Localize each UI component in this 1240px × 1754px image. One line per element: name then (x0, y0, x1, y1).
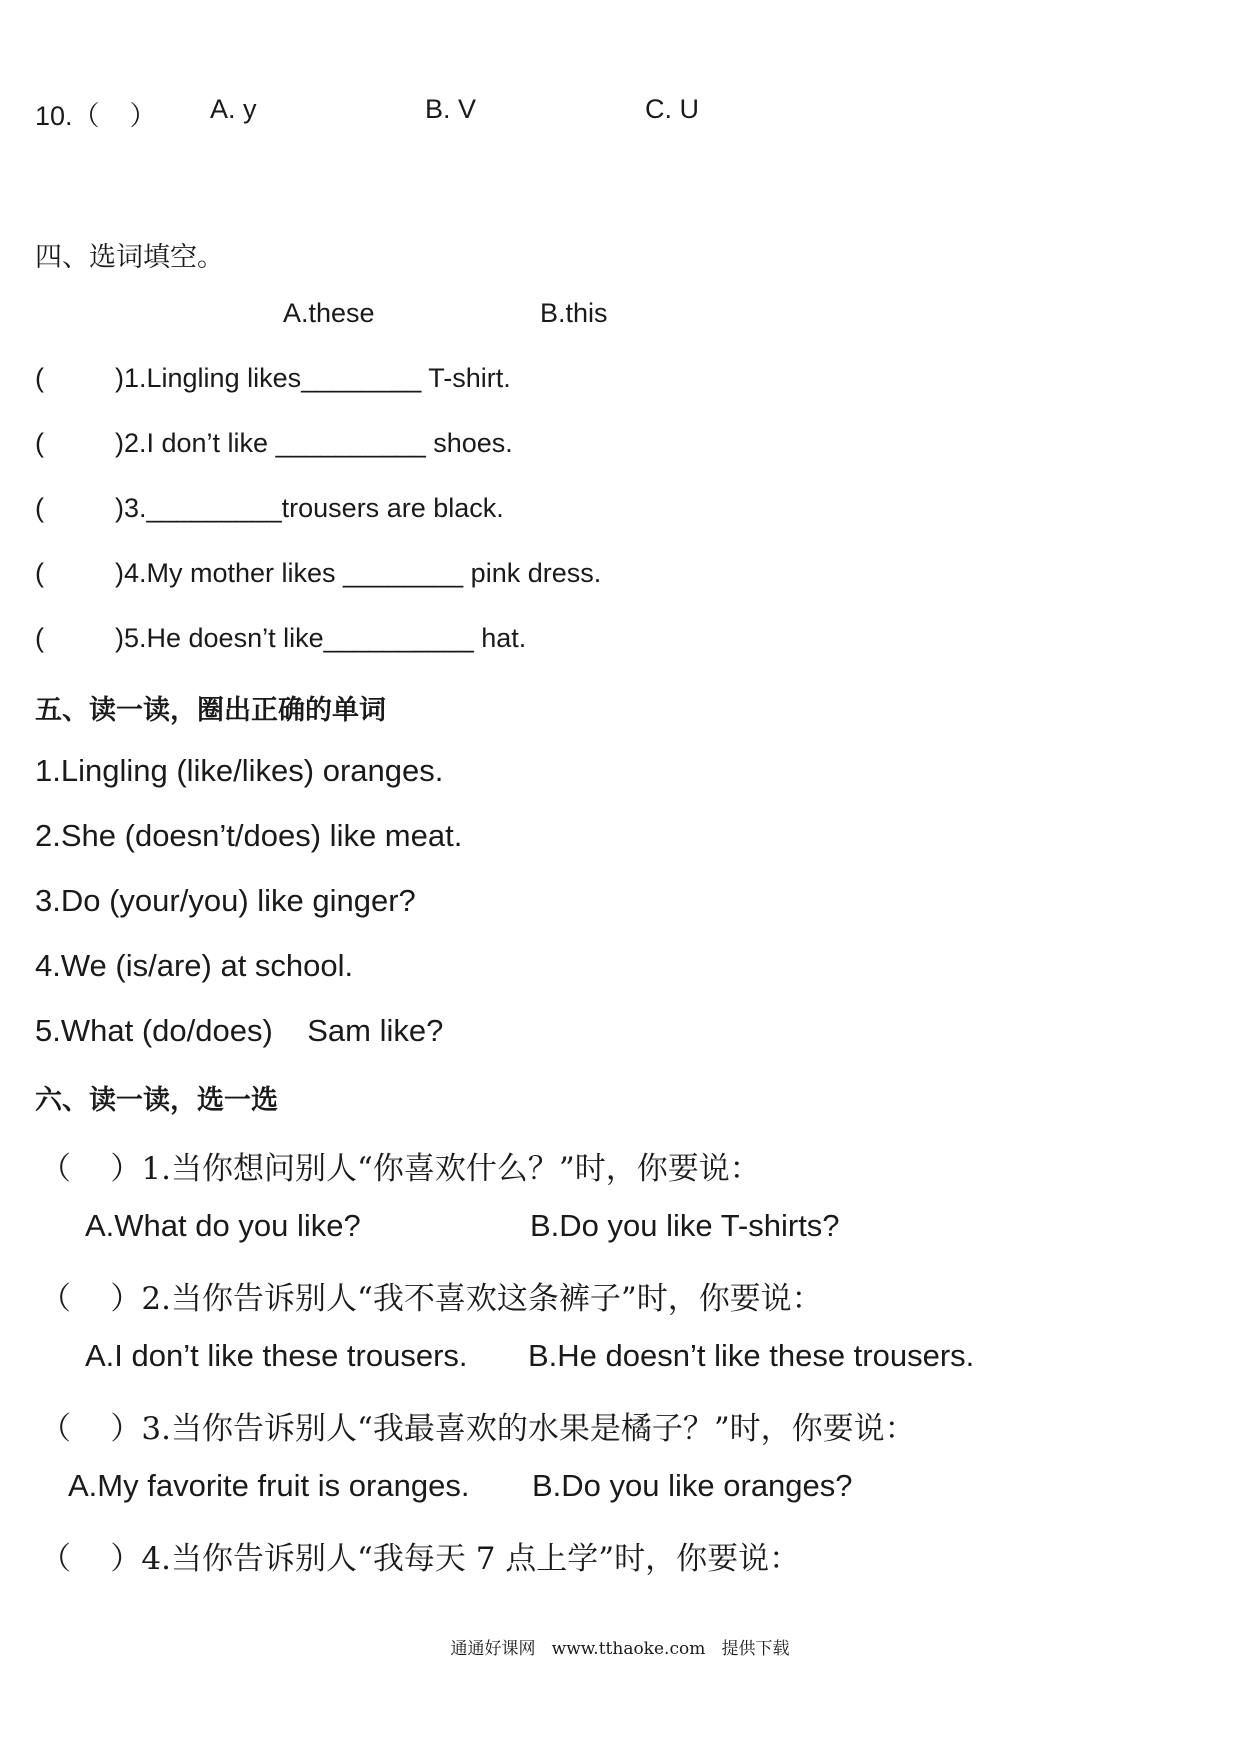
section-5-title: 五、读一读，圈出正确的单词 (35, 695, 386, 726)
item-text: )3._________trousers are black. (115, 493, 504, 523)
section-6-question-1: （ ）1.当你想问别人“你喜欢什么？”时，你要说： (40, 1151, 761, 1187)
answer-paren: ( (35, 558, 44, 588)
section-5-item-1: 1.Lingling (like/likes) oranges. (35, 753, 444, 788)
question-10-option-a: A. y (210, 94, 257, 124)
question-10-option-c: C. U (645, 94, 699, 124)
item-text: )5.He doesn’t like__________ hat. (115, 623, 527, 653)
item-text: )1.Lingling likes________ T-shirt. (115, 363, 511, 393)
answer-paren: ( (35, 623, 44, 653)
section-5-item-3: 3.Do (your/you) like ginger? (35, 883, 416, 918)
section-4-option-b: B.this (540, 298, 608, 328)
item-text: )4.My mother likes ________ pink dress. (115, 558, 602, 588)
question-10-option-b: B. V (425, 94, 477, 124)
section-5-item-5: 5.What (do/does) Sam like? (35, 1013, 444, 1048)
answer-paren: ( (35, 363, 44, 393)
section-6-question-1-option-b: B.Do you like T-shirts? (530, 1208, 840, 1243)
question-10-number: 10.（ ） (35, 101, 157, 131)
question-10 (35, 94, 735, 131)
section-4-item-1 (35, 363, 735, 397)
section-6-question-3: （ ）3.当你告诉别人“我最喜欢的水果是橘子？”时，你要说： (40, 1411, 916, 1447)
answer-paren: ( (35, 493, 44, 523)
section-6-question-3-option-b: B.Do you like oranges? (532, 1468, 853, 1503)
section-6-question-3-option-a: A.My favorite fruit is oranges. (68, 1468, 470, 1503)
section-6-question-4: （ ）4.当你告诉别人“我每天 7 点上学”时，你要说： (40, 1541, 801, 1577)
section-4-item-2 (35, 428, 735, 462)
section-6-title: 六、读一读，选一选 (35, 1085, 278, 1116)
section-4-item-3 (35, 493, 735, 527)
section-6-question-1-option-a: A.What do you like? (85, 1208, 361, 1243)
section-4-option-a: A.these (283, 298, 375, 328)
section-6-question-2-option-b: B.He doesn’t like these trousers. (528, 1338, 975, 1373)
section-6-question-2-option-a: A.I don’t like these trousers. (85, 1338, 468, 1373)
section-4-item-5 (35, 623, 735, 657)
section-6-question-2: （ ）2.当你告诉别人“我不喜欢这条裤子”时，你要说： (40, 1281, 823, 1317)
footer-download-note: 通通好课网 www.tthaoke.com 提供下载 (450, 1639, 790, 1659)
section-4-item-4 (35, 558, 735, 592)
section-5-item-2: 2.She (doesn’t/does) like meat. (35, 818, 463, 853)
section-4-title: 四、选词填空。 (35, 242, 224, 273)
answer-paren: ( (35, 428, 44, 458)
section-5-item-4: 4.We (is/are) at school. (35, 948, 354, 983)
item-text: )2.I don’t like __________ shoes. (115, 428, 513, 458)
